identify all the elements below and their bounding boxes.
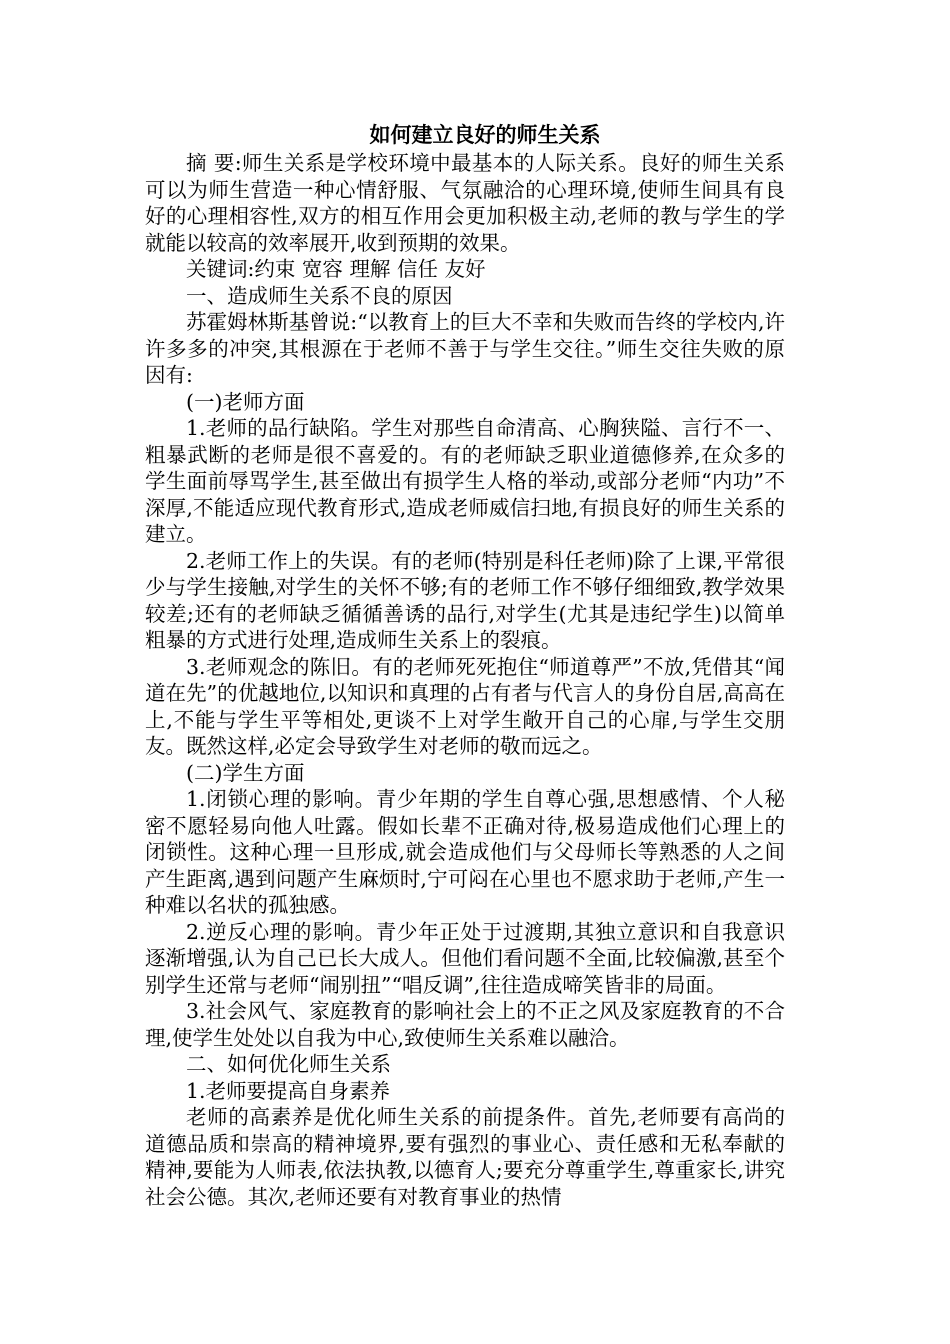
- body-paragraph: 2.老师工作上的失误。有的老师(特别是科任老师)除了上课,平常很少与学生接触,对学生的关怀不够;有的老师工作不够仔细细致,教学效果较差;还有的老师缺乏循循善诱的品行,对学生(尤其是违纪学生)以简单粗暴的方式进行处理,造成师生关系上的裂痕。: [145, 548, 785, 652]
- section-heading-causes: 一、造成师生关系不良的原因: [186, 283, 453, 308]
- body-paragraph: 老师的高素养是优化师生关系的前提条件。首先,老师要有高尚的道德品质和崇高的精神境界,要有强烈的事业心、责任感和无私奉献的精神,要能为人师表,依法执教,以德育人;要充分尊重学生,尊重家长,讲究社会公德。其次,老师还要有对教育事业的热情: [145, 1105, 785, 1209]
- subsection-heading-teacher: (一)老师方面: [186, 389, 305, 414]
- keywords-line: 关键词:约束 宽容 理解 信任 友好: [186, 257, 486, 281]
- subsection-heading-teacher-quality: 1.老师要提高自身素养: [186, 1078, 391, 1103]
- document-title: 如何建立良好的师生关系: [369, 123, 601, 147]
- body-paragraph: 1.老师的品行缺陷。学生对那些自命清高、心胸狭隘、言行不一、粗暴武断的老师是很不喜爱的。有的老师缺乏职业道德修养,在众多的学生面前辱骂学生,甚至做出有损学生人格的举动,或部分老师“内功”不深厚,不能适应现代教育形式,造成老师威信扫地,有损良好的师生关系的建立。: [145, 416, 785, 546]
- body-paragraph: 2.逆反心理的影响。青少年正处于过渡期,其独立意识和自我意识逐渐增强,认为自己已长大成人。但他们看问题不全面,比较偏激,甚至个别学生还常与老师“闹别扭”“唱反调”,往往造成啼笑皆非的局面。: [145, 919, 785, 997]
- section-heading-optimize: 二、如何优化师生关系: [186, 1052, 391, 1076]
- body-paragraph: 苏霍姆林斯基曾说:“以教育上的巨大不幸和失败而告终的学校内,许许多多的冲突,其根源在于老师不善于与学生交往。”师生交往失败的原因有:: [145, 310, 785, 387]
- subsection-heading-student: (二)学生方面: [186, 760, 305, 785]
- body-paragraph: 3.老师观念的陈旧。有的老师死死抱住“师道尊严”不放,凭借其“闻道在先”的优越地位,以知识和真理的占有者与代言人的身份自居,高高在上,不能与学生平等相处,更谈不上对学生敞开自己的心扉,与学生交朋友。既然这样,必定会导致学生对老师的敬而远之。: [145, 654, 785, 758]
- document-page: [145, 120, 785, 1210]
- body-paragraph: 3.社会风气、家庭教育的影响社会上的不正之风及家庭教育的不合理,使学生处处以自我为中心,致使师生关系难以融洽。: [145, 999, 785, 1050]
- abstract-paragraph: 摘 要:师生关系是学校环境中最基本的人际关系。良好的师生关系可以为师生营造一种心情舒服、气氛融洽的心理环境,使师生间具有良好的心理相容性,双方的相互作用会更加积极主动,老师的教与学生的学就能以较高的效率展开,收到预期的效果。: [145, 151, 785, 255]
- body-paragraph: 1.闭锁心理的影响。青少年期的学生自尊心强,思想感情、个人秘密不愿轻易向他人吐露。假如长辈不正确对待,极易造成他们心理上的闭锁性。这种心理一旦形成,就会造成他们与父母师长等熟悉的人之间产生距离,遇到问题产生麻烦时,宁可闷在心里也不愿求助于老师,产生一种难以名状的孤独感。: [145, 787, 785, 917]
